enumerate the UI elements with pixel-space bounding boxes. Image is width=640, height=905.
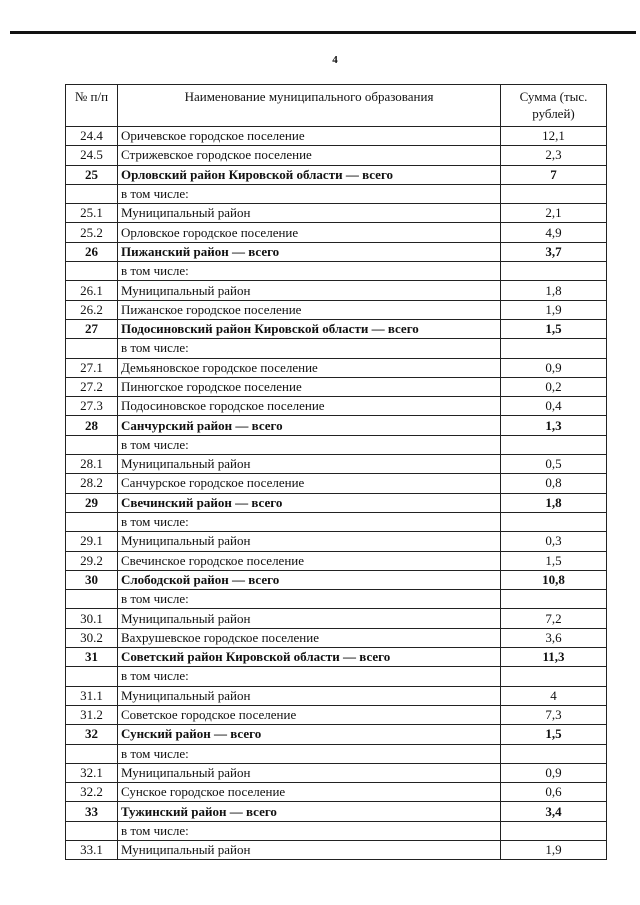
row-sum-cell: 0,9: [501, 763, 607, 782]
row-number-cell: [66, 744, 118, 763]
row-sum-cell: 1,9: [501, 300, 607, 319]
table-row: [66, 840, 607, 859]
row-number-cell: [66, 667, 118, 686]
row-name-cell: Свечинский район — всего: [118, 493, 501, 512]
table-row: [66, 474, 607, 493]
header-num: № п/п: [66, 85, 118, 127]
table-row: [66, 397, 607, 416]
row-name-cell: в том числе:: [118, 184, 501, 203]
municipal-sum-table: [65, 84, 607, 860]
table-row: [66, 609, 607, 628]
table-row: [66, 705, 607, 724]
row-number-cell: 31.1: [66, 686, 118, 705]
header-sum: Сумма (тыс. рублей): [501, 85, 607, 127]
row-number-cell: 27: [66, 319, 118, 338]
row-name-cell: в том числе:: [118, 821, 501, 840]
header-name: Наименование муниципального образования: [118, 85, 501, 127]
table-row-subheading: [66, 744, 607, 763]
row-name-cell: в том числе:: [118, 512, 501, 531]
row-number-cell: [66, 590, 118, 609]
row-sum-cell: 11,3: [501, 648, 607, 667]
row-number-cell: [66, 512, 118, 531]
table-row-subheading: [66, 435, 607, 454]
table-row: [66, 551, 607, 570]
row-sum-cell: [501, 667, 607, 686]
row-sum-cell: 3,4: [501, 802, 607, 821]
row-number-cell: 25.1: [66, 204, 118, 223]
row-name-cell: Оричевское городское поселение: [118, 127, 501, 146]
table-row-subheading: [66, 262, 607, 281]
table-row: [66, 146, 607, 165]
row-sum-cell: [501, 339, 607, 358]
row-name-cell: Муниципальный район: [118, 455, 501, 474]
table-header-row: [66, 85, 607, 127]
table-row: [66, 127, 607, 146]
row-sum-cell: 12,1: [501, 127, 607, 146]
table-row: [66, 300, 607, 319]
row-name-cell: Муниципальный район: [118, 204, 501, 223]
row-sum-cell: 2,3: [501, 146, 607, 165]
row-sum-cell: 1,8: [501, 493, 607, 512]
table-row-total: [66, 570, 607, 589]
row-number-cell: 32.1: [66, 763, 118, 782]
row-number-cell: 26: [66, 242, 118, 261]
row-sum-cell: 1,8: [501, 281, 607, 300]
row-sum-cell: 0,8: [501, 474, 607, 493]
row-sum-cell: 0,3: [501, 532, 607, 551]
row-name-cell: Муниципальный район: [118, 686, 501, 705]
row-sum-cell: [501, 184, 607, 203]
row-sum-cell: 4: [501, 686, 607, 705]
row-number-cell: 29: [66, 493, 118, 512]
table-row-total: [66, 725, 607, 744]
row-name-cell: Стрижевское городское поселение: [118, 146, 501, 165]
row-number-cell: 28.1: [66, 455, 118, 474]
row-name-cell: в том числе:: [118, 339, 501, 358]
row-number-cell: 26.1: [66, 281, 118, 300]
page-number: 4: [332, 54, 338, 66]
row-name-cell: Орловский район Кировской области — всего: [118, 165, 501, 184]
row-sum-cell: [501, 744, 607, 763]
table-row: [66, 223, 607, 242]
row-sum-cell: 7,3: [501, 705, 607, 724]
table-row-subheading: [66, 184, 607, 203]
table-row: [66, 628, 607, 647]
row-name-cell: Подосиновский район Кировской области — всего: [118, 319, 501, 338]
table-row-subheading: [66, 512, 607, 531]
row-name-cell: Санчурское городское поселение: [118, 474, 501, 493]
table-row-total: [66, 242, 607, 261]
row-sum-cell: 7: [501, 165, 607, 184]
row-sum-cell: 0,6: [501, 783, 607, 802]
row-number-cell: 30: [66, 570, 118, 589]
row-name-cell: в том числе:: [118, 590, 501, 609]
row-name-cell: Сунское городское поселение: [118, 783, 501, 802]
row-sum-cell: 1,5: [501, 319, 607, 338]
row-sum-cell: 1,3: [501, 416, 607, 435]
row-name-cell: Муниципальный район: [118, 532, 501, 551]
table-row: [66, 204, 607, 223]
table-row-subheading: [66, 339, 607, 358]
table-row-total: [66, 319, 607, 338]
table-row-total: [66, 165, 607, 184]
row-sum-cell: 2,1: [501, 204, 607, 223]
row-sum-cell: 0,5: [501, 455, 607, 474]
row-name-cell: в том числе:: [118, 667, 501, 686]
row-sum-cell: 0,9: [501, 358, 607, 377]
row-number-cell: 30.1: [66, 609, 118, 628]
row-number-cell: 28: [66, 416, 118, 435]
row-name-cell: Сунский район — всего: [118, 725, 501, 744]
row-number-cell: 26.2: [66, 300, 118, 319]
row-name-cell: Советское городское поселение: [118, 705, 501, 724]
row-sum-cell: 3,6: [501, 628, 607, 647]
table-row-total: [66, 416, 607, 435]
row-sum-cell: 0,4: [501, 397, 607, 416]
row-name-cell: Муниципальный район: [118, 609, 501, 628]
table-row-total: [66, 648, 607, 667]
row-number-cell: 27.2: [66, 377, 118, 396]
row-sum-cell: [501, 435, 607, 454]
row-sum-cell: 4,9: [501, 223, 607, 242]
table-row-total: [66, 802, 607, 821]
table-row: [66, 532, 607, 551]
row-name-cell: Советский район Кировской области — всего: [118, 648, 501, 667]
row-number-cell: 29.2: [66, 551, 118, 570]
table-row-subheading: [66, 667, 607, 686]
row-number-cell: 29.1: [66, 532, 118, 551]
table-body: [66, 85, 607, 860]
row-number-cell: 33.1: [66, 840, 118, 859]
table-row: [66, 455, 607, 474]
row-number-cell: [66, 184, 118, 203]
row-sum-cell: 1,5: [501, 551, 607, 570]
row-sum-cell: [501, 590, 607, 609]
row-name-cell: Пижанское городское поселение: [118, 300, 501, 319]
table-row-subheading: [66, 821, 607, 840]
table-row: [66, 377, 607, 396]
row-number-cell: [66, 262, 118, 281]
row-name-cell: в том числе:: [118, 435, 501, 454]
table-row: [66, 763, 607, 782]
row-sum-cell: [501, 512, 607, 531]
row-number-cell: 25.2: [66, 223, 118, 242]
row-number-cell: 24.5: [66, 146, 118, 165]
row-name-cell: Свечинское городское поселение: [118, 551, 501, 570]
row-sum-cell: 3,7: [501, 242, 607, 261]
table-row: [66, 358, 607, 377]
table-row-total: [66, 493, 607, 512]
row-number-cell: 32.2: [66, 783, 118, 802]
top-rule: [10, 31, 636, 34]
row-name-cell: в том числе:: [118, 262, 501, 281]
table-row-subheading: [66, 590, 607, 609]
row-sum-cell: 1,9: [501, 840, 607, 859]
row-name-cell: Орловское городское поселение: [118, 223, 501, 242]
row-number-cell: 30.2: [66, 628, 118, 647]
row-number-cell: 28.2: [66, 474, 118, 493]
row-number-cell: 31.2: [66, 705, 118, 724]
row-number-cell: 32: [66, 725, 118, 744]
row-name-cell: Пинюгское городское поселение: [118, 377, 501, 396]
row-name-cell: Тужинский район — всего: [118, 802, 501, 821]
row-number-cell: 24.4: [66, 127, 118, 146]
row-sum-cell: 1,5: [501, 725, 607, 744]
row-name-cell: Муниципальный район: [118, 281, 501, 300]
row-sum-cell: [501, 262, 607, 281]
row-number-cell: [66, 435, 118, 454]
row-number-cell: [66, 821, 118, 840]
row-name-cell: в том числе:: [118, 744, 501, 763]
table-row: [66, 686, 607, 705]
row-sum-cell: 0,2: [501, 377, 607, 396]
row-number-cell: 31: [66, 648, 118, 667]
row-number-cell: 27.3: [66, 397, 118, 416]
row-sum-cell: [501, 821, 607, 840]
row-name-cell: Санчурский район — всего: [118, 416, 501, 435]
table-row: [66, 783, 607, 802]
row-name-cell: Слободской район — всего: [118, 570, 501, 589]
row-name-cell: Демьяновское городское поселение: [118, 358, 501, 377]
row-number-cell: 27.1: [66, 358, 118, 377]
row-name-cell: Муниципальный район: [118, 840, 501, 859]
row-number-cell: [66, 339, 118, 358]
row-sum-cell: 10,8: [501, 570, 607, 589]
row-name-cell: Подосиновское городское поселение: [118, 397, 501, 416]
table-row: [66, 281, 607, 300]
row-name-cell: Вахрушевское городское поселение: [118, 628, 501, 647]
row-number-cell: 25: [66, 165, 118, 184]
row-number-cell: 33: [66, 802, 118, 821]
row-sum-cell: 7,2: [501, 609, 607, 628]
row-name-cell: Муниципальный район: [118, 763, 501, 782]
row-name-cell: Пижанский район — всего: [118, 242, 501, 261]
